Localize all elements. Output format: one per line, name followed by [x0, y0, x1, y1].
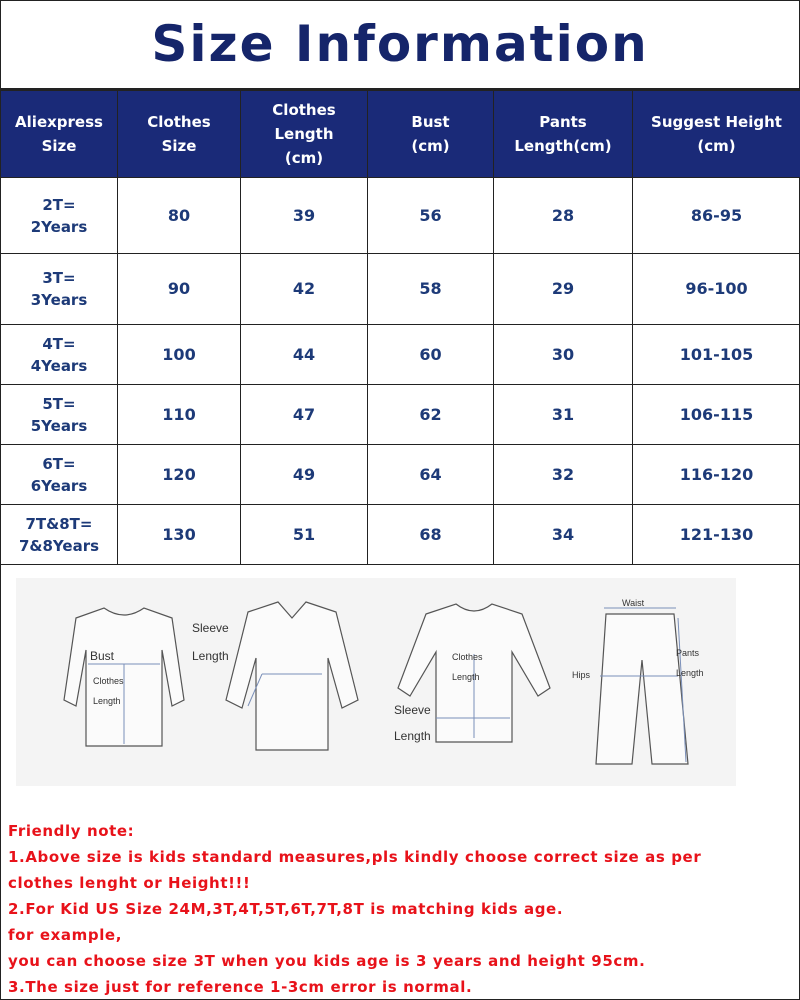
cell-clothes-length: 47	[241, 385, 368, 445]
length-label: Length	[93, 696, 121, 706]
cell-pants-length: 34	[494, 505, 633, 565]
cell-clothes-size: 80	[118, 178, 241, 254]
page-title-banner	[0, 0, 800, 90]
cell-clothes-length: 51	[241, 505, 368, 565]
page-title: Size Information	[151, 15, 649, 73]
cell-pants-length: 31	[494, 385, 633, 445]
note-line: 1.Above size is kids standard measures,pls kindly choose correct size as per	[8, 848, 702, 866]
cell-pants-length: 32	[494, 445, 633, 505]
table-row	[1, 325, 800, 385]
length-label-2: Length	[452, 672, 480, 682]
table-row	[1, 505, 800, 565]
cell-bust: 64	[368, 445, 494, 505]
cell-aliexpress-size: 4T= 4Years	[1, 325, 118, 385]
cell-pants-length: 30	[494, 325, 633, 385]
bust-label: Bust	[90, 649, 115, 663]
cell-clothes-length: 42	[241, 254, 368, 325]
table-row	[1, 254, 800, 325]
pants-label: Pants	[676, 648, 700, 658]
cell-clothes-size: 130	[118, 505, 241, 565]
cell-suggest-height: 101-105	[633, 325, 800, 385]
cell-clothes-size: 90	[118, 254, 241, 325]
cell-bust: 58	[368, 254, 494, 325]
cell-pants-length: 29	[494, 254, 633, 325]
measurement-diagram	[16, 578, 736, 786]
cell-bust: 68	[368, 505, 494, 565]
cell-clothes-length: 49	[241, 445, 368, 505]
length-label-3: Length	[394, 729, 431, 743]
note-line: Friendly note:	[8, 822, 135, 840]
waist-label: Waist	[622, 598, 645, 608]
sleeve-length-label: Length	[192, 649, 229, 663]
cell-pants-length: 28	[494, 178, 633, 254]
header-aliexpress-size: Aliexpress Size	[1, 91, 118, 178]
size-table	[0, 90, 800, 565]
note-line: 2.For Kid US Size 24M,3T,4T,5T,6T,7T,8T is matching kids age.	[8, 900, 564, 918]
sleeve-label-2: Sleeve	[394, 703, 431, 717]
note-line: 3.The size just for reference 1-3cm error is normal.	[8, 978, 473, 996]
pants-icon	[596, 614, 688, 764]
cell-clothes-size: 110	[118, 385, 241, 445]
hips-label: Hips	[572, 670, 591, 680]
note-line: clothes lenght or Height!!!	[8, 874, 251, 892]
cell-suggest-height: 106-115	[633, 385, 800, 445]
cell-suggest-height: 116-120	[633, 445, 800, 505]
cell-suggest-height: 96-100	[633, 254, 800, 325]
cell-suggest-height: 121-130	[633, 505, 800, 565]
clothes-label: Clothes	[93, 676, 124, 686]
header-clothes-length: Clothes Length (cm)	[241, 91, 368, 178]
measurement-diagram-svg	[16, 578, 736, 786]
header-pants-length: Pants Length(cm)	[494, 91, 633, 178]
cell-clothes-length: 44	[241, 325, 368, 385]
sleeve-label: Sleeve	[192, 621, 229, 635]
note-line: you can choose size 3T when you kids age is 3 years and height 95cm.	[8, 952, 646, 970]
header-clothes-size: Clothes Size	[118, 91, 241, 178]
table-row	[1, 385, 800, 445]
cell-bust: 56	[368, 178, 494, 254]
button-shirt-icon	[226, 602, 358, 750]
cell-aliexpress-size: 2T= 2Years	[1, 178, 118, 254]
cell-suggest-height: 86-95	[633, 178, 800, 254]
header-suggest-height: Suggest Height (cm)	[633, 91, 800, 178]
table-row	[1, 178, 800, 254]
cell-bust: 62	[368, 385, 494, 445]
friendly-note	[8, 818, 794, 1000]
cell-clothes-length: 39	[241, 178, 368, 254]
clothes-label-2: Clothes	[452, 652, 483, 662]
cell-bust: 60	[368, 325, 494, 385]
cell-aliexpress-size: 3T= 3Years	[1, 254, 118, 325]
length-label-4: Length	[676, 668, 704, 678]
cell-clothes-size: 100	[118, 325, 241, 385]
header-bust: Bust (cm)	[368, 91, 494, 178]
cell-aliexpress-size: 5T= 5Years	[1, 385, 118, 445]
cell-aliexpress-size: 6T= 6Years	[1, 445, 118, 505]
note-line: for example,	[8, 926, 123, 944]
table-row	[1, 445, 800, 505]
cell-aliexpress-size: 7T&8T= 7&8Years	[1, 505, 118, 565]
table-header-row	[1, 91, 800, 178]
cell-clothes-size: 120	[118, 445, 241, 505]
